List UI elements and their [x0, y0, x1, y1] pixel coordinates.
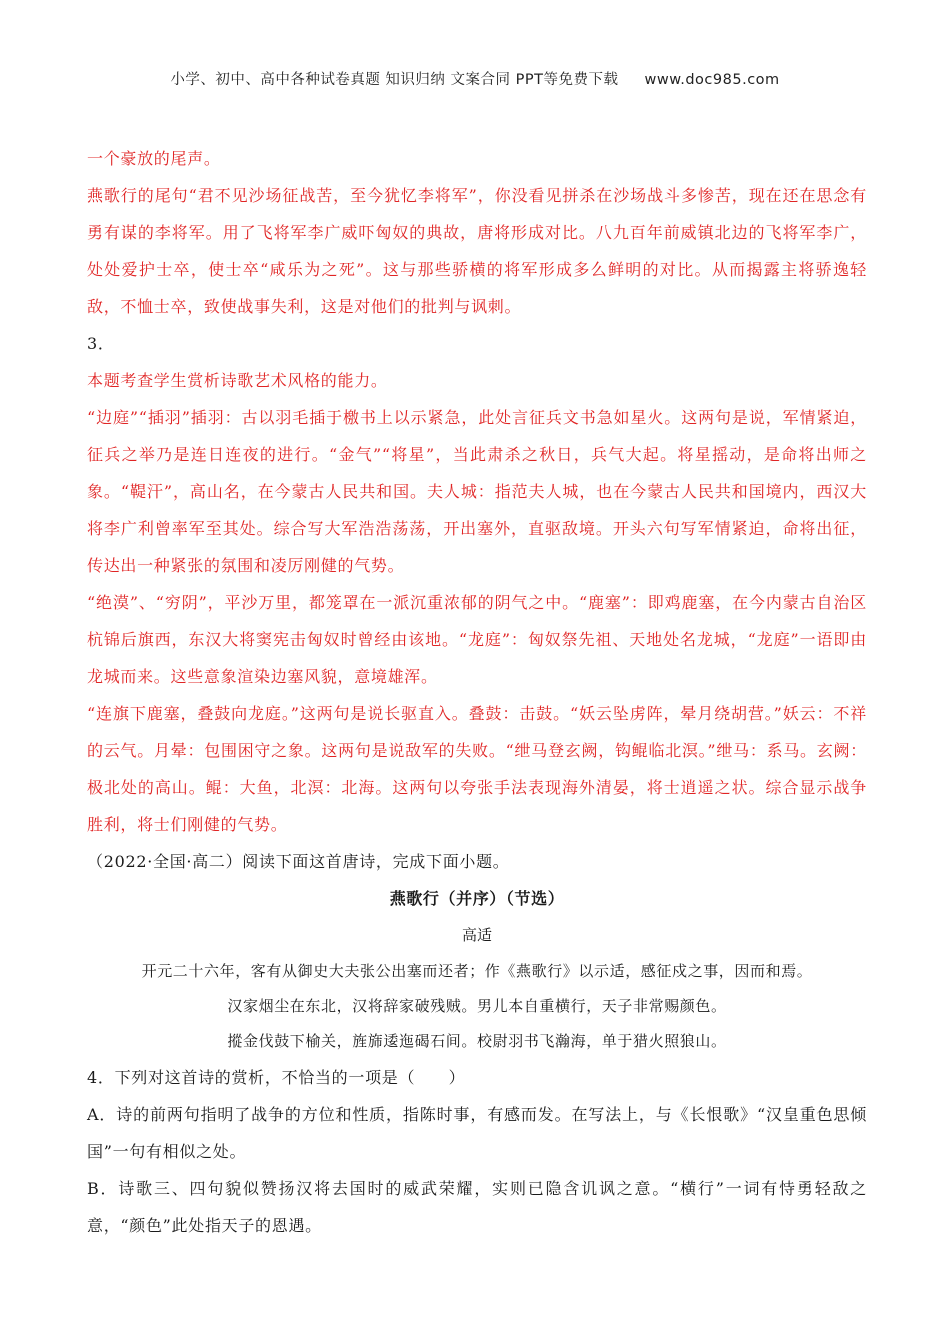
poem-preface: 开元二十六年，客有从御史大夫张公出塞而还者；作《燕歌行》以示适，感征戍之事，因而和焉。	[141, 962, 813, 980]
poem-author: 高适	[461, 926, 492, 944]
answer-paragraph-6: “连旗下鹿塞，叠鼓向龙庭。”这两句是说长驱直入。叠鼓：击鼓。“妖云坠虏阵，晕月绕胡营。”妖云：不祥的云气。月晕：包围困守之象。这两句是说敌军的失败。“绁马登玄阙，钩鲲临北溟。”绁马：系马。玄阙：极北处的高山。鲲：大鱼，北溟：北海。这两句以夸张手法表现海外清晏，将士逍遥之状。综合显示战争胜利，将士们刚健的气势。	[87, 704, 867, 834]
answer-paragraph-1: 一个豪放的尾声。	[87, 149, 221, 168]
poem-line-2: 摐金伐鼓下榆关，旌旆逶迤碣石间。校尉羽书飞瀚海，单于猎火照狼山。	[227, 1032, 727, 1050]
question-intro: （2022·全国·高二）阅读下面这首唐诗，完成下面小题。	[87, 852, 510, 871]
answer-paragraph-4: “边庭”“插羽”插羽：古以羽毛插于檄书上以示紧急，此处言征兵文书急如星火。这两句是说，军情紧迫，征兵之举乃是连日连夜的进行。“金气”“将星”，当此肃杀之秋日，兵气大起。将星摇动，是命将出师之象。“鞮汗”，高山名，在今蒙古人民共和国。夫人城：指范夫人城，也在今蒙古人民共和国境内，西汉大将李广利曾率军至其处。综合写大军浩浩荡荡，开出塞外，直驱敌境。开头六句写军情紧迫，命将出征，传达出一种紧张的氛围和凌厉刚健的气势。	[87, 408, 867, 575]
question-3-number: 3．	[87, 334, 115, 353]
header-url[interactable]: www.doc985.com	[644, 72, 780, 88]
page-header	[0, 68, 950, 89]
poem-line-1: 汉家烟尘在东北，汉将辞家破残贼。男儿本自重横行，天子非常赐颜色。	[227, 997, 727, 1015]
question-4-stem: 4．下列对这首诗的赏析，不恰当的一项是（ ）	[87, 1068, 466, 1087]
answer-paragraph-2: 燕歌行的尾句“君不见沙场征战苦，至今犹忆李将军”，你没看见拼杀在沙场战斗多惨苦，现在还在思念有勇有谋的李将军。用了飞将军李广威吓匈奴的典故，唐将形成对比。八九百年前威镇北边的飞将军李广，处处爱护士卒，使士卒“咸乐为之死”。这与那些骄横的将军形成多么鲜明的对比。从而揭露主将骄逸轻敌，不恤士卒，致使战事失利，这是对他们的批判与讽刺。	[87, 186, 867, 316]
answer-paragraph-3: 本题考查学生赏析诗歌艺术风格的能力。	[87, 371, 388, 390]
header-text: 小学、初中、高中各种试卷真题 知识归纳 文案合同 PPT等免费下载	[170, 72, 619, 88]
poem-title: 燕歌行（并序）（节选）	[389, 889, 565, 908]
document-body	[87, 140, 867, 1244]
option-a: A．诗的前两句指明了战争的方位和性质，指陈时事，有感而发。在写法上，与《长恨歌》“汉皇重色思倾国”一句有相似之处。	[87, 1105, 867, 1161]
answer-paragraph-5: “绝漠”、“穷阴”，平沙万里，都笼罩在一派沉重浓郁的阴气之中。“鹿塞”：即鸡鹿塞，在今内蒙古自治区杭锦后旗西，东汉大将窦宪击匈奴时曾经由该地。“龙庭”：匈奴祭先祖、天地处名龙城，“龙庭”一语即由龙城而来。这些意象渲染边塞风貌，意境雄浑。	[87, 593, 867, 686]
option-b: B．诗歌三、四句貌似赞扬汉将去国时的威武荣耀，实则已隐含讥讽之意。“横行”一词有恃勇轻敌之意，“颜色”此处指天子的恩遇。	[87, 1179, 867, 1235]
